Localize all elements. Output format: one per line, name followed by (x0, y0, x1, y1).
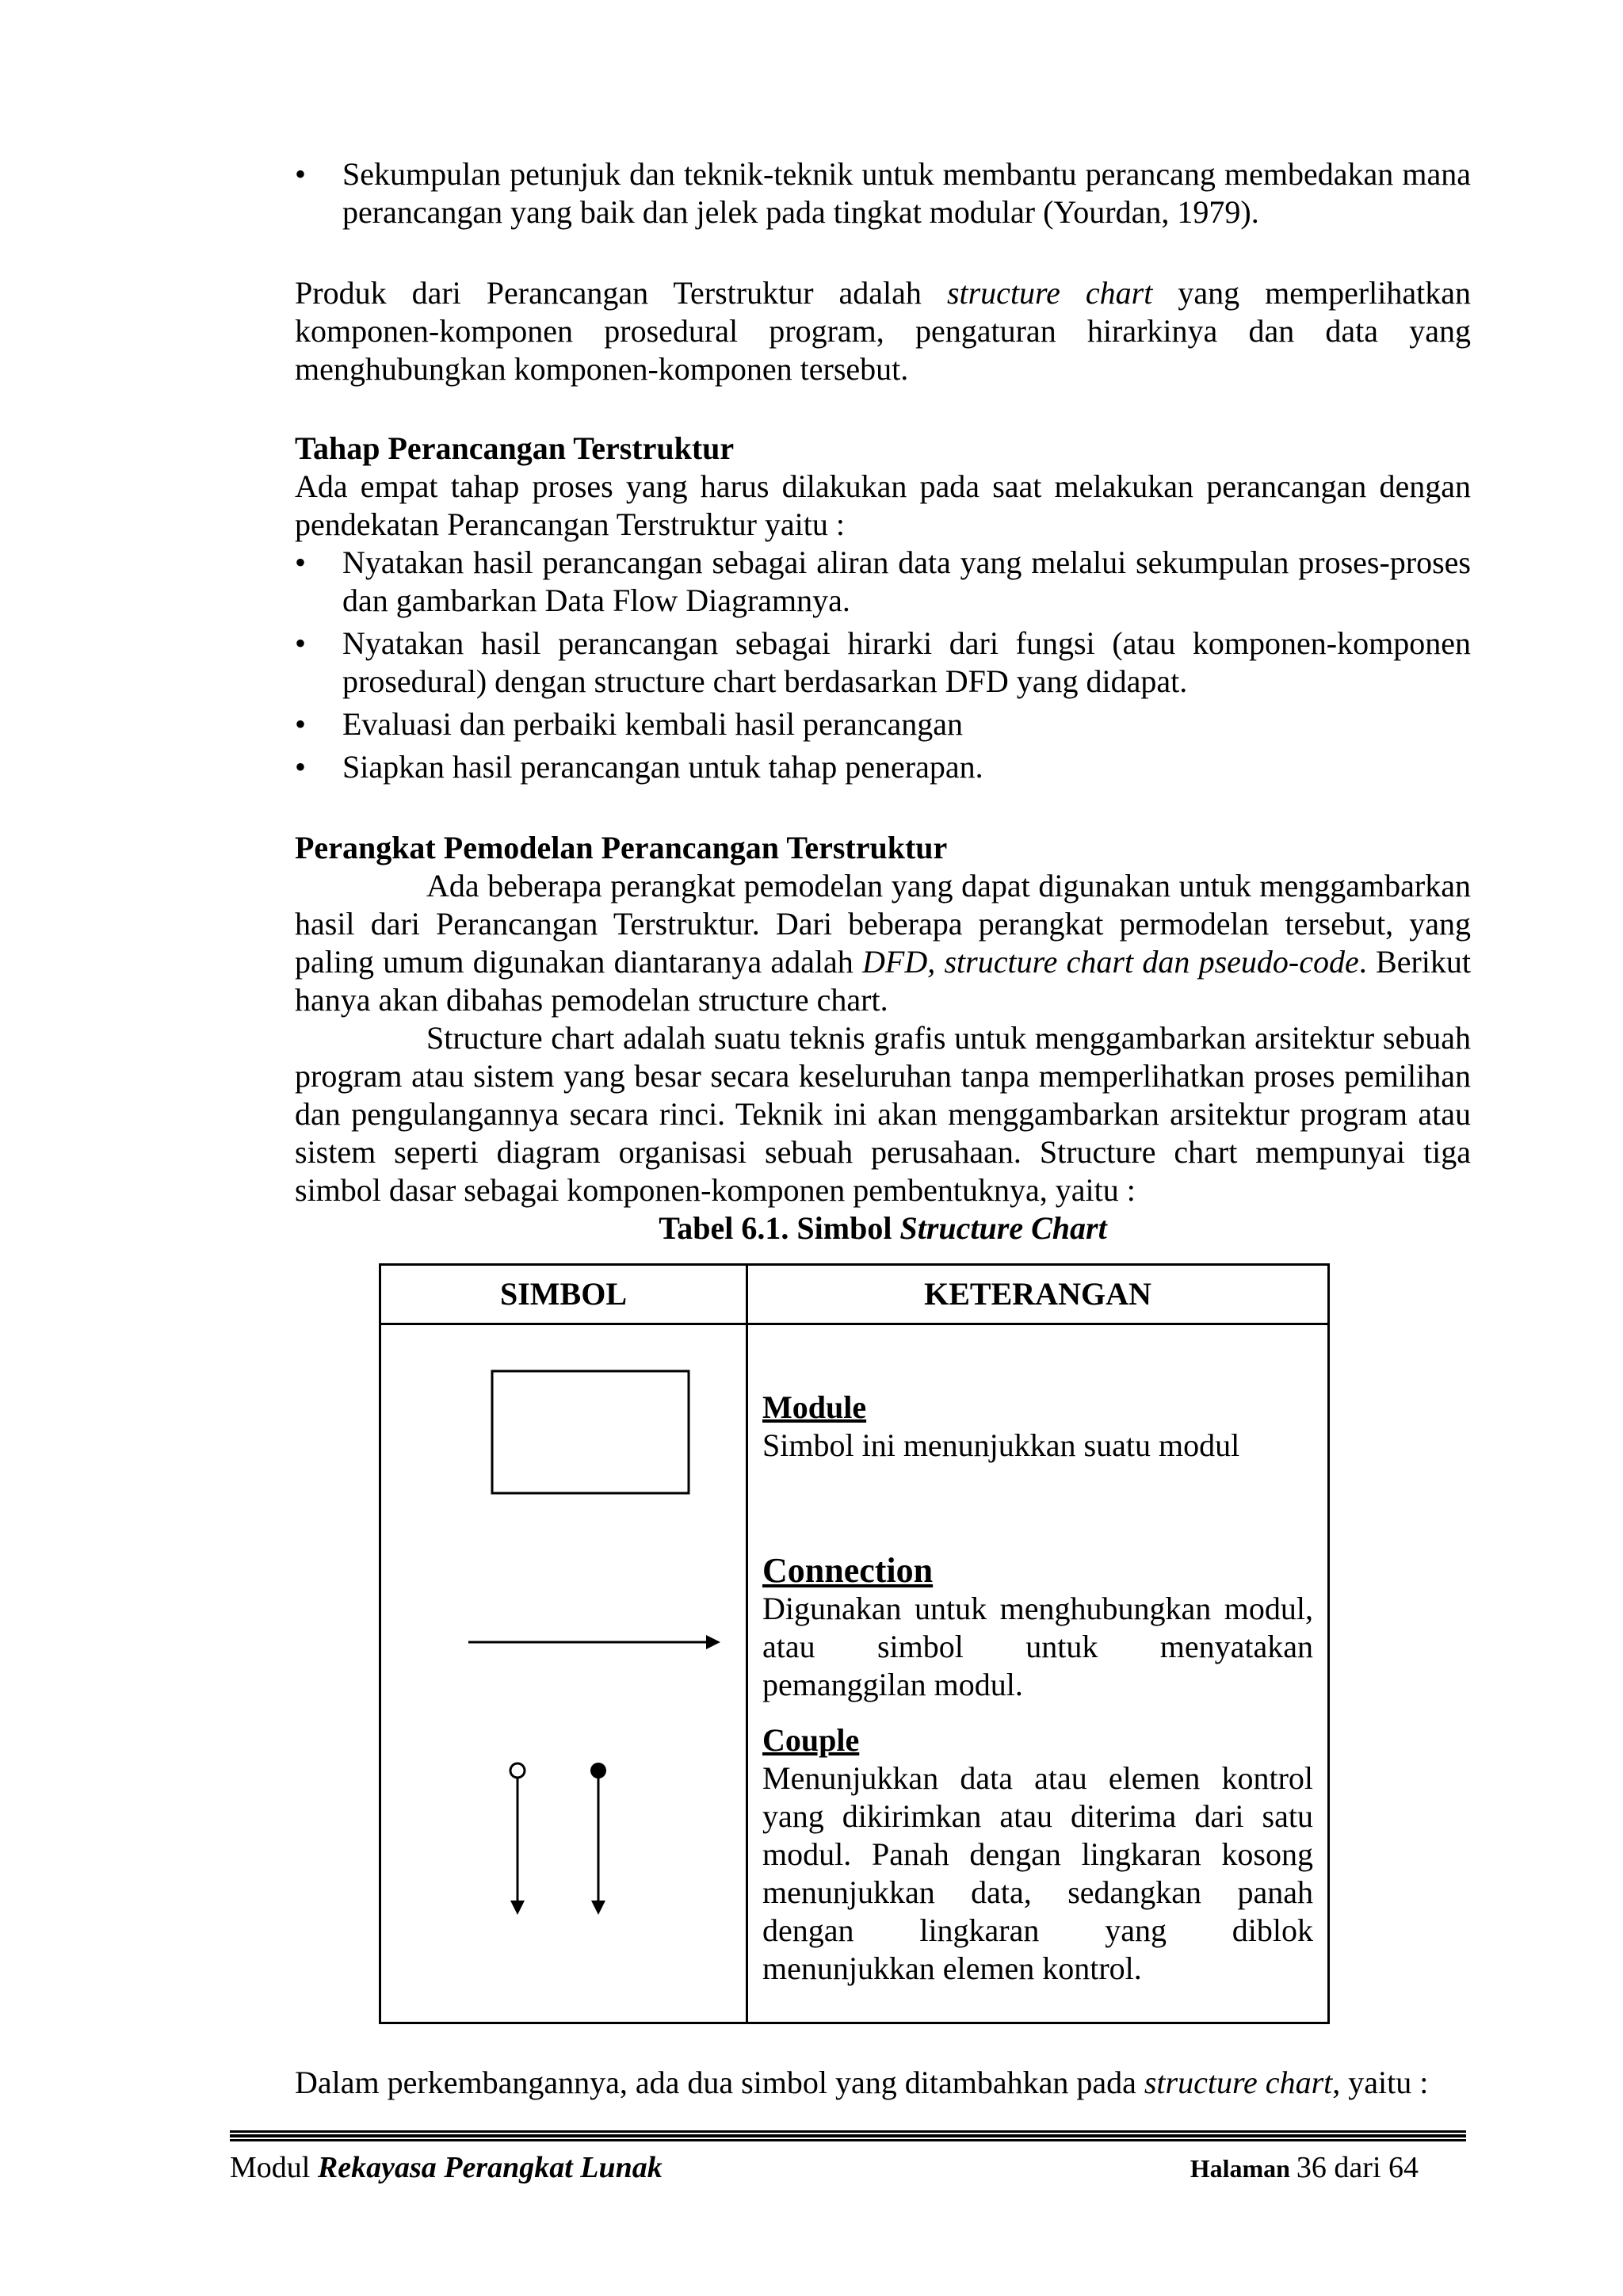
italic-term: structure chart (1144, 2065, 1333, 2100)
list-item: • Nyatakan hasil perancangan sebagai hirarki dari fungsi (atau komponen-komponen prosedural) dengan structure chart berdasarkan DFD yang didapat. (295, 625, 1471, 699)
connection-text: Digunakan untuk menghubungkan modul, atau simbol untuk menyatakan pemanggilan modul. (762, 1591, 1313, 1702)
spacer (295, 236, 1471, 274)
intro-list (295, 155, 1471, 231)
spacer (295, 388, 1471, 430)
section1-intro: Ada empat tahap proses yang harus dilakukan pada saat melakukan perancangan dengan pendekatan Perancangan Terstruktur yaitu : (295, 468, 1471, 542)
module-desc (762, 1389, 1313, 1465)
footer-divider (230, 2130, 1466, 2141)
connection-desc (762, 1552, 1313, 1704)
couple-text: Menunjukkan data atau elemen kontrol yang dikirimkan atau diterima dari satu modul. Panah dengan lingkaran kosong menunjukkan data, sedangkan panah dengan lingkaran yang diblok menunjukkan elemen kontrol. (762, 1760, 1313, 1986)
section-heading-tahap: Tahap Perancangan Terstruktur (295, 430, 735, 466)
module-text: Simbol ini menunjukkan suatu modul (762, 1427, 1240, 1463)
connection-arrowhead-icon (706, 1635, 720, 1649)
control-couple-arrowhead-icon (591, 1901, 605, 1915)
data-couple-arrowhead-icon (510, 1901, 525, 1915)
spacer (295, 791, 1471, 829)
list-item: • Siapkan hasil perancangan untuk tahap penerapan. (295, 749, 983, 785)
bullet-icon: • (295, 749, 307, 785)
list-item: • Nyatakan hasil perancangan sebagai aliran data yang melalui sekumpulan proses-proses dan gambarkan Data Flow Diagramnya. (295, 544, 1471, 618)
bullet-icon: • (295, 706, 307, 742)
couple-desc (762, 1721, 1313, 1988)
module-symbol-icon (492, 1371, 689, 1493)
footer-page-number: Halaman 36 dari 64 (1190, 2151, 1419, 2184)
symbols-drawing (381, 1325, 746, 2013)
connection-title: Connection (762, 1551, 934, 1590)
symbol-cell (380, 1324, 747, 2023)
table-header-symbol: SIMBOL (380, 1265, 747, 1324)
closing-paragraph: Dalam perkembangannya, ada dua simbol yang ditambahkan pada structure chart, yaitu : (295, 2065, 1429, 2100)
module-title: Module (762, 1389, 867, 1425)
section2-para2: Structure chart adalah suatu teknis grafis untuk menggambarkan arsitektur sebuah program atau sistem yang besar secara keseluruhan tanpa memperlihatkan proses pemilihan dan pengulangannya secara rinci. Teknik ini akan menggambarkan arsitektur program atau sistem seperti diagram organisasi sebuah perusahaan. Structure chart mempunyai tiga simbol dasar sebagai komponen-komponen pembentuknya, yaitu : (295, 1020, 1471, 1208)
desc-cell (747, 1324, 1329, 2023)
bullet-icon: • (295, 544, 307, 580)
bullet-icon: • (295, 625, 307, 661)
section-heading-perangkat: Perangkat Pemodelan Perancangan Terstruktur (295, 830, 948, 865)
list-item (295, 155, 1471, 231)
symbol-table (379, 1263, 1330, 2024)
page-content (295, 155, 1471, 2102)
table-header-desc: KETERANGAN (747, 1265, 1329, 1324)
list-item-text: Sekumpulan petunjuk dan teknik-teknik untuk membantu perancang membedakan mana perancangan yang baik dan jelek pada tingkat modular (Yourdan, 1979). (342, 156, 1471, 230)
italic-term: DFD, structure chart dan pseudo-code (862, 944, 1359, 980)
footer-title: Modul Rekayasa Perangkat Lunak (230, 2151, 663, 2184)
table-caption: Tabel 6.1. Simbol Structure Chart (659, 1210, 1107, 1246)
tahap-list (295, 544, 1471, 786)
italic-term: structure chart (946, 275, 1153, 311)
couple-title: Couple (762, 1722, 860, 1758)
section2-para1: Ada beberapa perangkat pemodelan yang dapat digunakan untuk menggambarkan hasil dari Perancangan Terstruktur. Dari beberapa perangkat permodelan tersebut, yang paling umum digunakan diantaranya adalah DFD, structure chart dan pseudo-code. Berikut hanya akan dibahas pemodelan structure chart. (295, 868, 1471, 1018)
data-couple-circle-icon (510, 1763, 525, 1778)
product-paragraph: Produk dari Perancangan Terstruktur adalah structure chart yang memperlihatkan komponen-komponen prosedural program, pengaturan hirarkinya dan data yang menghubungkan komponen-komponen tersebut. (295, 275, 1471, 387)
bullet-icon: • (295, 156, 307, 192)
list-item: • Evaluasi dan perbaiki kembali hasil perancangan (295, 706, 964, 742)
control-couple-circle-icon (590, 1763, 606, 1778)
